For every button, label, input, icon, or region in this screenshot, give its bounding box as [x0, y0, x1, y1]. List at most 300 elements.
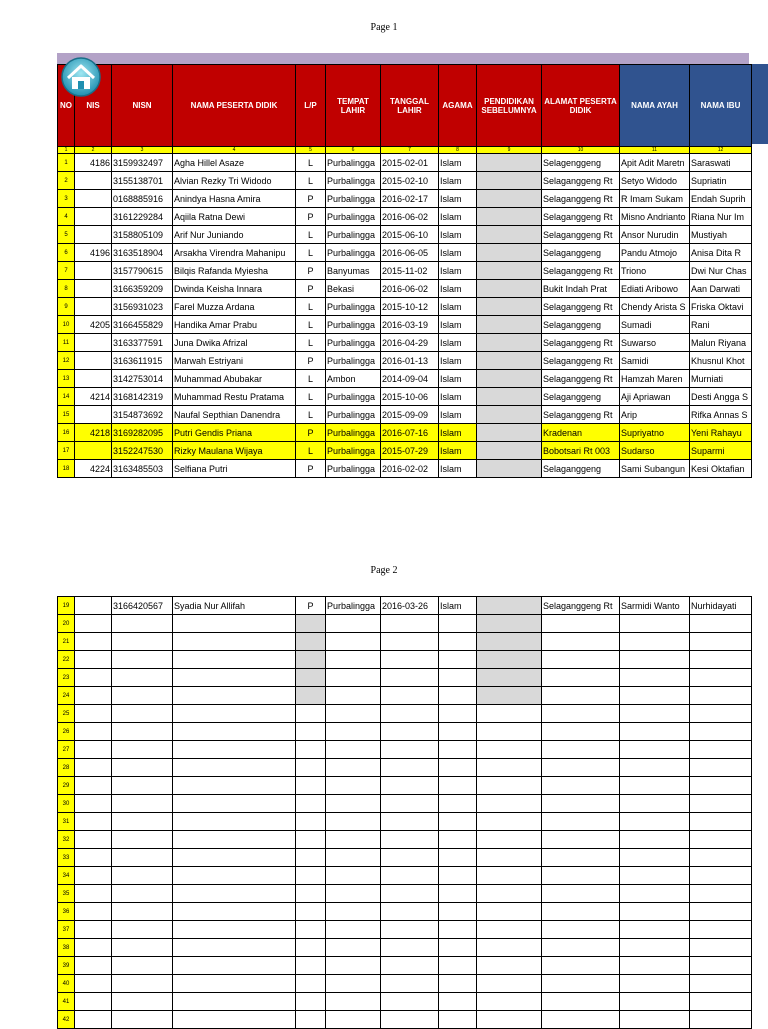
table-row [58, 406, 752, 424]
cell-lp [296, 867, 326, 885]
cell-nis [75, 352, 112, 370]
cell-tanggal [381, 867, 439, 885]
cell-ayah: Setyo Widodo [620, 172, 690, 190]
cell-ibu: Kesi Oktafian [690, 460, 752, 478]
column-number: 1 [58, 147, 75, 154]
cell-agama: Islam [439, 406, 477, 424]
cell-tempat [326, 795, 381, 813]
cell-nama [173, 849, 296, 867]
column-header: NAMA IBU [690, 65, 752, 147]
cell-nama [173, 777, 296, 795]
cell-tempat [326, 939, 381, 957]
cell-alamat [542, 759, 620, 777]
cell-lp: P [296, 460, 326, 478]
cell-ibu: Khusnul Khot [690, 352, 752, 370]
cell-ayah [620, 993, 690, 1011]
cell-no: 17 [58, 442, 75, 460]
cell-lp [296, 651, 326, 669]
cell-tempat: Purbalingga [326, 316, 381, 334]
cell-ibu [690, 975, 752, 993]
cell-nis [75, 957, 112, 975]
cell-pend [477, 759, 542, 777]
table-row [58, 154, 752, 172]
cell-nis [75, 406, 112, 424]
cell-alamat [542, 849, 620, 867]
cell-nis [75, 849, 112, 867]
cell-agama: Islam [439, 316, 477, 334]
cell-lp [296, 939, 326, 957]
column-number: 9 [477, 147, 542, 154]
cell-nis: 4186 [75, 154, 112, 172]
cell-tanggal [381, 903, 439, 921]
cell-nama [173, 615, 296, 633]
cell-agama [439, 993, 477, 1011]
cell-nisn: 3169282095 [112, 424, 173, 442]
cell-no: 25 [58, 705, 75, 723]
empty-row [58, 921, 752, 939]
cell-nis [75, 615, 112, 633]
cell-tanggal [381, 795, 439, 813]
cell-alamat: Selaganggeng Rt [542, 406, 620, 424]
empty-row [58, 669, 752, 687]
cell-agama: Islam [439, 597, 477, 615]
cell-agama [439, 669, 477, 687]
column-header: NAMA AYAH [620, 65, 690, 147]
cell-tempat: Purbalingga [326, 388, 381, 406]
cell-tanggal [381, 975, 439, 993]
cell-agama: Islam [439, 370, 477, 388]
cell-no: 22 [58, 651, 75, 669]
cell-nama [173, 633, 296, 651]
empty-row [58, 759, 752, 777]
cell-lp: L [296, 406, 326, 424]
cell-agama [439, 705, 477, 723]
empty-row [58, 633, 752, 651]
cell-alamat: Selaganggeng Rt [542, 226, 620, 244]
cell-tanggal: 2016-02-02 [381, 460, 439, 478]
cell-alamat: Selaganggeng [542, 316, 620, 334]
cell-lp [296, 687, 326, 705]
cell-tempat: Purbalingga [326, 208, 381, 226]
cell-lp [296, 975, 326, 993]
cell-alamat: Selaganggeng Rt [542, 352, 620, 370]
cell-tanggal: 2015-09-09 [381, 406, 439, 424]
cell-ibu [690, 903, 752, 921]
cell-tempat [326, 957, 381, 975]
cell-nis [75, 280, 112, 298]
table-row [58, 226, 752, 244]
cell-agama: Islam [439, 388, 477, 406]
cell-tempat: Purbalingga [326, 190, 381, 208]
cell-tanggal: 2016-03-26 [381, 597, 439, 615]
cell-lp: L [296, 388, 326, 406]
cell-lp [296, 795, 326, 813]
column-number: 10 [542, 147, 620, 154]
cell-tempat: Purbalingga [326, 352, 381, 370]
cell-nisn: 3155138701 [112, 172, 173, 190]
cell-tanggal: 2015-02-01 [381, 154, 439, 172]
cell-nis [75, 831, 112, 849]
page-1-title: Page 1 [370, 22, 398, 33]
empty-row [58, 795, 752, 813]
cell-nis: 4218 [75, 424, 112, 442]
cell-nama: Selfiana Putri [173, 460, 296, 478]
cell-no: 19 [58, 597, 75, 615]
cell-pend [477, 867, 542, 885]
cell-agama [439, 759, 477, 777]
cell-agama [439, 1011, 477, 1029]
cell-alamat [542, 813, 620, 831]
cell-alamat [542, 687, 620, 705]
empty-row [58, 975, 752, 993]
student-table-page-2 [57, 596, 752, 1029]
home-icon [60, 56, 102, 98]
cell-tanggal [381, 633, 439, 651]
cell-nis: 4224 [75, 460, 112, 478]
cell-no: 34 [58, 867, 75, 885]
cell-pend [477, 226, 542, 244]
column-number: 7 [381, 147, 439, 154]
cell-tempat [326, 741, 381, 759]
cell-nama [173, 939, 296, 957]
cell-no: 37 [58, 921, 75, 939]
cell-ayah [620, 975, 690, 993]
empty-row [58, 849, 752, 867]
cell-tanggal [381, 759, 439, 777]
cell-no: 42 [58, 1011, 75, 1029]
cell-tempat [326, 615, 381, 633]
cell-pend [477, 957, 542, 975]
cell-pend [477, 442, 542, 460]
cell-nisn: 3163518904 [112, 244, 173, 262]
empty-row [58, 903, 752, 921]
cell-ayah: Ediati Aribowo [620, 280, 690, 298]
cell-nisn: 3163377591 [112, 334, 173, 352]
cell-tanggal: 2015-06-10 [381, 226, 439, 244]
cell-nama: Muhammad Abubakar [173, 370, 296, 388]
cell-lp [296, 921, 326, 939]
cell-tempat [326, 849, 381, 867]
cell-no: 23 [58, 669, 75, 687]
cell-nama: Bilqis Rafanda Myiesha [173, 262, 296, 280]
cell-pend [477, 316, 542, 334]
table-row [58, 244, 752, 262]
cell-no: 12 [58, 352, 75, 370]
cell-tanggal [381, 723, 439, 741]
cell-pend [477, 460, 542, 478]
cell-nisn [112, 831, 173, 849]
cell-alamat [542, 651, 620, 669]
cell-tanggal: 2016-03-19 [381, 316, 439, 334]
cell-nama: Farel Muzza Ardana [173, 298, 296, 316]
cell-agama [439, 615, 477, 633]
cell-pend [477, 406, 542, 424]
cell-ayah [620, 885, 690, 903]
cell-ibu [690, 723, 752, 741]
cell-ibu [690, 759, 752, 777]
cell-lp [296, 705, 326, 723]
table-row [58, 334, 752, 352]
header-row [58, 65, 752, 147]
table-row [58, 298, 752, 316]
cell-agama: Islam [439, 208, 477, 226]
cell-nisn [112, 957, 173, 975]
cell-pend [477, 795, 542, 813]
cell-nisn [112, 921, 173, 939]
cell-agama [439, 957, 477, 975]
cell-pend [477, 262, 542, 280]
cell-ayah [620, 813, 690, 831]
cell-nisn [112, 993, 173, 1011]
cell-agama [439, 777, 477, 795]
cell-agama [439, 741, 477, 759]
cell-no: 32 [58, 831, 75, 849]
cell-ayah: Misno Andrianto [620, 208, 690, 226]
cell-pend [477, 298, 542, 316]
cell-alamat: Selaganggeng Rt [542, 370, 620, 388]
cell-tempat [326, 921, 381, 939]
cell-pend [477, 388, 542, 406]
cell-pend [477, 597, 542, 615]
cell-nis [75, 723, 112, 741]
cell-nama [173, 831, 296, 849]
cell-nisn [112, 939, 173, 957]
cell-no: 33 [58, 849, 75, 867]
cell-tanggal [381, 669, 439, 687]
cell-agama [439, 633, 477, 651]
cell-ibu: Desti Angga S [690, 388, 752, 406]
cell-ayah [620, 723, 690, 741]
cell-no: 36 [58, 903, 75, 921]
table-row [58, 190, 752, 208]
cell-nis [75, 867, 112, 885]
table-row [58, 460, 752, 478]
cell-ayah: Sarmidi Wanto [620, 597, 690, 615]
table-row [58, 172, 752, 190]
empty-row [58, 687, 752, 705]
table-row [58, 424, 752, 442]
cell-nama: Muhammad Restu Pratama [173, 388, 296, 406]
cell-nis [75, 1011, 112, 1029]
cell-pend [477, 777, 542, 795]
cell-no: 3 [58, 190, 75, 208]
empty-row [58, 831, 752, 849]
cell-pend [477, 190, 542, 208]
cell-nis [75, 759, 112, 777]
cell-nis [75, 334, 112, 352]
cell-agama: Islam [439, 424, 477, 442]
cell-ibu: Anisa Dita R [690, 244, 752, 262]
cell-nisn: 3168142319 [112, 388, 173, 406]
cell-alamat [542, 1011, 620, 1029]
cell-no: 2 [58, 172, 75, 190]
cell-nama: Putri Gendis Priana [173, 424, 296, 442]
cell-agama [439, 795, 477, 813]
cell-agama [439, 975, 477, 993]
cell-ayah [620, 687, 690, 705]
cell-nis [75, 226, 112, 244]
cell-nama: Aqiila Ratna Dewi [173, 208, 296, 226]
empty-row [58, 813, 752, 831]
cell-no: 20 [58, 615, 75, 633]
cell-pend [477, 741, 542, 759]
cell-lp: P [296, 262, 326, 280]
cell-alamat [542, 795, 620, 813]
cell-pend [477, 208, 542, 226]
cell-ibu [690, 885, 752, 903]
cell-ibu: Dwi Nur Chas [690, 262, 752, 280]
cell-no: 26 [58, 723, 75, 741]
cell-agama: Islam [439, 442, 477, 460]
cell-nisn [112, 669, 173, 687]
cell-nisn [112, 741, 173, 759]
cell-no: 21 [58, 633, 75, 651]
cell-lp: L [296, 226, 326, 244]
cell-nama [173, 813, 296, 831]
cell-tanggal: 2016-02-17 [381, 190, 439, 208]
cell-agama [439, 831, 477, 849]
cell-nama [173, 903, 296, 921]
cell-tanggal [381, 939, 439, 957]
cell-nisn [112, 759, 173, 777]
cell-tanggal: 2016-06-02 [381, 208, 439, 226]
cell-pend [477, 424, 542, 442]
cell-lp: P [296, 597, 326, 615]
cell-alamat [542, 831, 620, 849]
cell-nis [75, 669, 112, 687]
cell-no: 39 [58, 957, 75, 975]
cell-nama [173, 669, 296, 687]
column-header: NISN [112, 65, 173, 147]
cell-no: 28 [58, 759, 75, 777]
cell-lp: P [296, 352, 326, 370]
cell-alamat: Selaganggeng Rt [542, 190, 620, 208]
cell-nama: Juna Dwika Afrizal [173, 334, 296, 352]
cell-alamat: Selaganggeng Rt [542, 208, 620, 226]
cell-tanggal: 2016-06-05 [381, 244, 439, 262]
cell-agama: Islam [439, 298, 477, 316]
cell-ayah [620, 759, 690, 777]
cell-lp: P [296, 280, 326, 298]
column-header: NAMA PESERTA DIDIK [173, 65, 296, 147]
cell-no: 29 [58, 777, 75, 795]
cell-alamat: Kradenan [542, 424, 620, 442]
cell-pend [477, 633, 542, 651]
cell-nis [75, 813, 112, 831]
cell-tempat [326, 669, 381, 687]
cell-ibu: Supriatin [690, 172, 752, 190]
cell-nama [173, 1011, 296, 1029]
cell-alamat [542, 867, 620, 885]
cell-nama [173, 759, 296, 777]
student-table-page-1 [57, 64, 752, 478]
cell-pend [477, 334, 542, 352]
cell-lp [296, 615, 326, 633]
cell-lp [296, 759, 326, 777]
cell-pend [477, 705, 542, 723]
cell-ayah: Sumadi [620, 316, 690, 334]
cell-nama: Dwinda Keisha Innara [173, 280, 296, 298]
cell-ibu: Rifka Annas S [690, 406, 752, 424]
cell-nama [173, 705, 296, 723]
cell-pend [477, 1011, 542, 1029]
cell-ayah: Ansor Nurudin [620, 226, 690, 244]
cell-tempat [326, 993, 381, 1011]
cell-lp [296, 993, 326, 1011]
cell-alamat: Selaganggeng Rt [542, 597, 620, 615]
cell-agama: Islam [439, 226, 477, 244]
empty-row [58, 777, 752, 795]
cell-pend [477, 687, 542, 705]
column-number: 6 [326, 147, 381, 154]
cell-nisn [112, 1011, 173, 1029]
cell-ayah [620, 633, 690, 651]
cell-no: 6 [58, 244, 75, 262]
cell-nisn [112, 903, 173, 921]
cell-ibu [690, 957, 752, 975]
cell-ayah: Pandu Atmojo [620, 244, 690, 262]
empty-row [58, 957, 752, 975]
empty-row [58, 741, 752, 759]
cell-tanggal: 2015-10-06 [381, 388, 439, 406]
cell-tempat [326, 777, 381, 795]
cell-nama [173, 651, 296, 669]
cell-nis [75, 597, 112, 615]
cell-nisn [112, 975, 173, 993]
cell-pend [477, 723, 542, 741]
cell-alamat [542, 633, 620, 651]
cell-alamat: Selaganggeng [542, 460, 620, 478]
cell-nama [173, 975, 296, 993]
cell-no: 41 [58, 993, 75, 1011]
cell-ibu: Saraswati [690, 154, 752, 172]
cell-ayah: Arip [620, 406, 690, 424]
cell-ayah [620, 669, 690, 687]
cell-no: 5 [58, 226, 75, 244]
cell-ibu: Riana Nur Im [690, 208, 752, 226]
cell-tanggal: 2016-07-16 [381, 424, 439, 442]
cell-pend [477, 280, 542, 298]
cell-nama: Agha Hillel Asaze [173, 154, 296, 172]
cell-ayah: Triono [620, 262, 690, 280]
cell-no: 11 [58, 334, 75, 352]
cell-ayah [620, 903, 690, 921]
cell-no: 31 [58, 813, 75, 831]
cell-nis [75, 939, 112, 957]
cell-ibu: Rani [690, 316, 752, 334]
cell-ayah [620, 651, 690, 669]
cell-alamat [542, 885, 620, 903]
empty-row [58, 651, 752, 669]
cell-ayah [620, 615, 690, 633]
cell-nisn [112, 723, 173, 741]
cell-ibu [690, 831, 752, 849]
cell-agama [439, 867, 477, 885]
cell-tempat [326, 831, 381, 849]
cell-nama: Naufal Septhian Danendra [173, 406, 296, 424]
cell-ibu [690, 741, 752, 759]
cell-lp: L [296, 442, 326, 460]
cell-agama [439, 939, 477, 957]
cell-tempat [326, 705, 381, 723]
cell-no: 10 [58, 316, 75, 334]
cell-tempat: Purbalingga [326, 154, 381, 172]
cell-lp [296, 723, 326, 741]
column-header: PENDIDIKAN SEBELUMNYA [477, 65, 542, 147]
cell-lp [296, 777, 326, 795]
cell-tanggal: 2016-04-29 [381, 334, 439, 352]
cell-alamat: Selaganggeng [542, 388, 620, 406]
